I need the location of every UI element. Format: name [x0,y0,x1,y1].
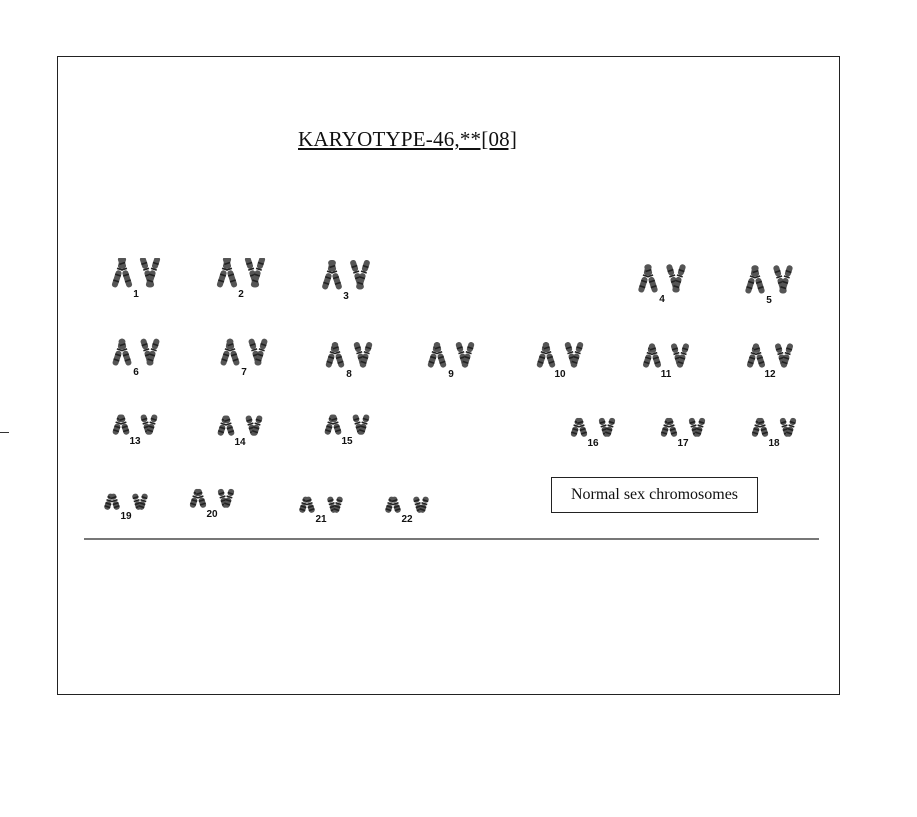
chromosome-number: 10 [554,369,566,380]
chromosome-glyph [622,263,702,295]
chromosome-pair-4 [622,263,702,307]
chromosome-glyph [729,264,809,296]
chromosome-number: 15 [341,436,353,447]
chromosome-glyph [281,483,361,515]
chromosome-pair-8 [309,338,389,382]
chromosome-pair-5 [729,264,809,308]
stray-tick-mark [0,432,9,433]
chromosome-glyph [200,406,280,438]
chromosome-number: 12 [764,369,776,380]
chromosome-glyph [95,405,175,437]
chromosome-pair-17 [643,407,723,451]
chromosome-glyph [306,260,386,292]
chromosome-number: 14 [234,437,246,448]
chromosome-pair-1 [96,258,176,302]
chromosome-pair-11 [626,338,706,382]
chromosome-pair-9 [411,338,491,382]
chromosome-number: 18 [768,438,780,449]
chromosome-glyph [626,338,706,370]
chromosome-pair-21 [281,483,361,527]
chromosome-glyph [204,336,284,368]
chromosome-number: 22 [401,514,413,525]
chromosome-glyph [86,480,166,512]
chromosome-number: 1 [133,289,139,300]
chromosome-number: 11 [660,369,672,380]
chromosome-number: 16 [587,438,599,449]
chromosome-pair-20 [172,478,252,522]
chromosome-number: 17 [677,438,689,449]
chromosome-number: 5 [766,295,772,306]
chromosome-pair-3 [306,260,386,304]
chromosome-glyph [520,338,600,370]
chromosome-pair-13 [95,405,175,449]
chromosome-pair-6 [96,336,176,380]
chromosome-glyph [307,405,387,437]
chromosome-glyph [96,258,176,290]
chromosome-glyph [367,483,447,515]
chromosome-number: 6 [133,367,139,378]
chromosome-pair-7 [204,336,284,380]
chromosome-glyph [734,407,814,439]
chromosome-glyph [730,338,810,370]
sex-chromosomes-note: Normal sex chromosomes [551,477,758,513]
chromosome-glyph [643,407,723,439]
chromosome-pair-14 [200,406,280,450]
chromosome-number: 9 [448,369,454,380]
chromosome-pair-19 [86,480,166,524]
chromosome-number: 13 [129,436,141,447]
chromosome-pair-18 [734,407,814,451]
chromosome-pair-12 [730,338,810,382]
chromosome-number: 8 [346,369,352,380]
chromosome-glyph [411,338,491,370]
chromosome-glyph [309,338,389,370]
chromosome-pair-15 [307,405,387,449]
chromosome-pair-22 [367,483,447,527]
chromosome-number: 4 [659,294,665,305]
chromosome-pair-2 [201,258,281,302]
chromosome-number: 3 [343,291,349,302]
chromosome-number: 7 [241,367,247,378]
chromosome-glyph [172,478,252,510]
chromosome-number: 21 [315,514,327,525]
chromosome-glyph [201,258,281,290]
chromosome-number: 2 [238,289,244,300]
karyotype-title: KARYOTYPE-46,**[08] [298,127,518,151]
chromosome-pair-10 [520,338,600,382]
chromosome-pair-16 [553,407,633,451]
divider-line [84,538,819,540]
chromosome-number: 19 [120,511,132,522]
chromosome-glyph [553,407,633,439]
chromosome-glyph [96,336,176,368]
chromosome-number: 20 [206,509,218,520]
